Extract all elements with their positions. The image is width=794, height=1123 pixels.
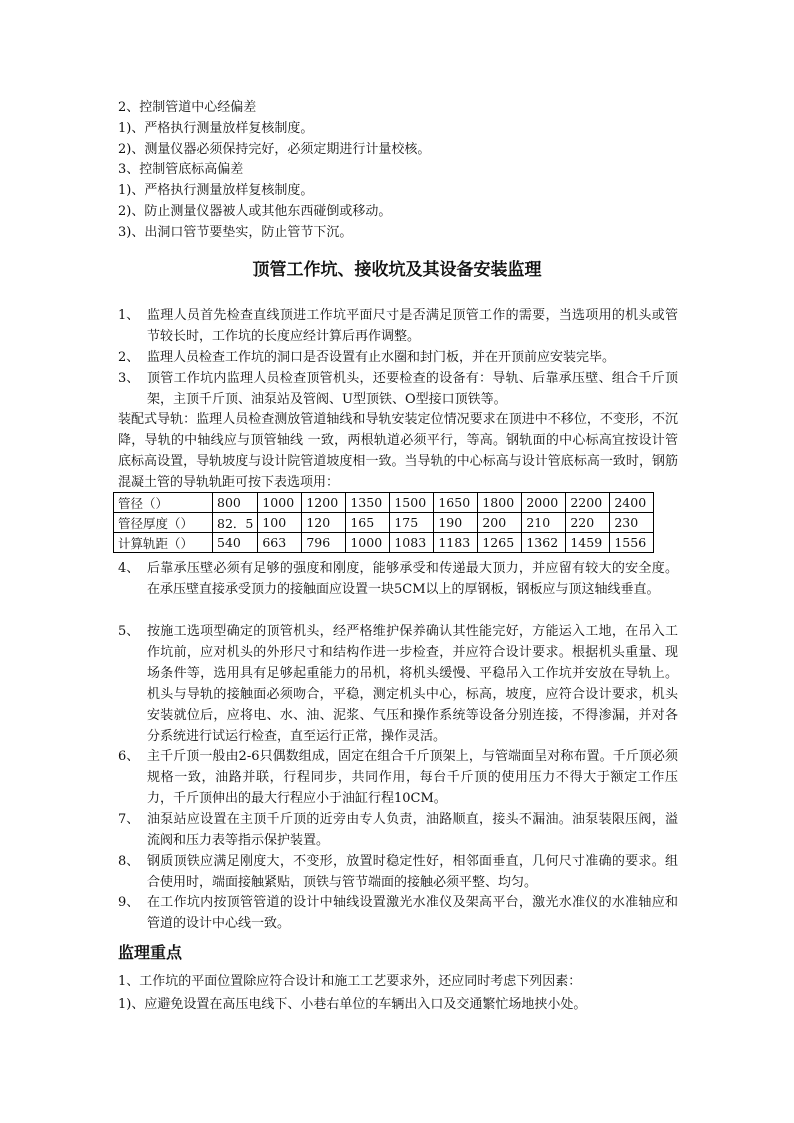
numbered-item — [118, 347, 678, 368]
table-cell: 2200 — [566, 493, 610, 513]
item-number: 9、 — [118, 895, 140, 910]
item-number: 5、 — [118, 624, 140, 639]
list-line: 1)、严格执行测量放样复核制度。 — [118, 121, 314, 136]
table-cell: 1083 — [390, 533, 434, 553]
item-number: 6、 — [118, 749, 140, 764]
item-text: 钢质顶铁应满足刚度大，不变形，放置时稳定性好，相邻面垂直，几何尺寸准确的要求。组合使用时，端面接触紧贴，顶铁与管节端面的接触必须平整、均匀。 — [147, 854, 678, 890]
numbered-item — [118, 746, 678, 809]
rail-gauge-table — [113, 492, 654, 553]
numbered-item — [118, 809, 678, 851]
table-cell: 1265 — [478, 533, 522, 553]
table-cell: 100 — [258, 513, 302, 533]
table-cell: 165 — [346, 513, 390, 533]
item-text: 顶管工作坑内监理人员检查顶管机头，还要检查的设备有：导轨、后靠承压壁、组合千斤顶架，主顶千斤顶、油泵站及管阀、U型顶铁、O型接口顶铁等。 — [147, 371, 678, 407]
table-cell: 1000 — [258, 493, 302, 513]
table-cell: 1350 — [346, 493, 390, 513]
table-cell: 1800 — [478, 493, 522, 513]
item-text: 监理人员首先检查直线顶进工作坑平面尺寸是否满足顶管工作的需要，当选项用的机头或管节较长时，工作坑的长度应经计算后再作调整。 — [147, 308, 678, 344]
table-cell: 1459 — [566, 533, 610, 553]
table-cell: 120 — [302, 513, 346, 533]
table-cell: 190 — [434, 513, 478, 533]
table-cell: 230 — [610, 513, 654, 533]
table-cell: 1650 — [434, 493, 478, 513]
table-cell: 1183 — [434, 533, 478, 553]
item-number: 7、 — [118, 812, 140, 827]
list-line: 1)、应避免设置在高压电线下、小巷右单位的车辆出入口及交通繁忙场地挟小处。 — [118, 997, 587, 1012]
table-cell: 200 — [478, 513, 522, 533]
table-cell: 220 — [566, 513, 610, 533]
numbered-item — [118, 558, 678, 600]
table-cell: 540 — [213, 533, 258, 553]
table-cell: 796 — [302, 533, 346, 553]
section-title: 监理重点 — [118, 943, 183, 962]
table-cell: 175 — [390, 513, 434, 533]
list-line: 2)、测量仪器必须保持完好，必须定期进行计量校核。 — [118, 142, 431, 157]
numbered-item — [118, 368, 678, 410]
numbered-item — [118, 621, 678, 747]
item-text: 主千斤顶一般由2-6只偶数组成，固定在组合千斤顶架上，与管端面呈对称布置。千斤顶必须规格一致，油路并联，行程同步，共同作用，每台千斤顶的使用压力不得大于额定工作压力，千斤顶伸出的最大行程应小于油缸行程10CM。 — [147, 749, 678, 806]
list-line: 3、控制管底标高偏差 — [118, 162, 244, 177]
item-number: 3、 — [118, 371, 140, 386]
table-cell: 663 — [258, 533, 302, 553]
item-text: 监理人员检查工作坑的洞口是否设置有止水圈和封门板，并在开顶前应安装完毕。 — [147, 350, 616, 365]
table-cell: 1000 — [346, 533, 390, 553]
table-cell: 800 — [213, 493, 258, 513]
row-label: 管径（） — [114, 493, 213, 513]
item-number: 1、 — [118, 308, 140, 323]
table-cell: 1500 — [390, 493, 434, 513]
table-cell: 1200 — [302, 493, 346, 513]
table-cell: 1556 — [610, 533, 654, 553]
numbered-item — [118, 851, 678, 893]
table-cell: 2000 — [522, 493, 566, 513]
item-text: 在工作坑内按顶管管道的设计中轴线设置激光水准仪及架高平台，激光水准仪的水准轴应和管道的设计中心线一致。 — [147, 895, 678, 931]
list-line: 3)、出洞口管节要垫实，防止管节下沉。 — [118, 225, 353, 240]
item-number: 4、 — [118, 561, 140, 576]
table-row — [114, 513, 654, 533]
item-number: 8、 — [118, 854, 140, 869]
item-number: 2、 — [118, 350, 140, 365]
row-label: 计算轨距（） — [114, 533, 213, 553]
table-cell: 210 — [522, 513, 566, 533]
numbered-item — [118, 305, 678, 347]
list-line: 1、工作坑的平面位置除应符合设计和施工工艺要求外，还应同时考虑下列因素： — [118, 974, 582, 989]
section-heading: 顶管工作坑、接收坑及其设备安装监理 — [252, 260, 542, 280]
table-row — [114, 493, 654, 513]
item-text: 按施工选项型确定的顶管机头，经严格维护保养确认其性能完好，方能运入工地，在吊入工作坑前，应对机头的外形尺寸和结构作进一步检查，并应符合设计要求。根据机头重量、现场条件等，选用具有足够起重能力的吊机，将机头缓慢、平稳吊入工作坑并安放在导轨上。机头与导轨的接触面必须吻合，平稳，测定机头中心，标高，坡度，应符合设计要求，机头安装就位后，应将电、水、油、泥浆、气压和操作系统等设备分别连接，不得渗漏，并对各分系统进行试运行检查，直至运行正常，操作灵活。 — [147, 624, 678, 744]
item-text: 后靠承压壁必须有足够的强度和刚度，能够承受和传递最大顶力，并应留有较大的安全度。在承压壁直接承受顶力的接触面应设置一块5CM以上的厚钢板，钢板应与顶这轴线垂直。 — [147, 561, 678, 597]
list-line: 2)、防止测量仪器被人或其他东西碰倒或移动。 — [118, 204, 392, 219]
table-cell: 82．5 — [213, 513, 258, 533]
table-row — [114, 533, 654, 553]
row-label: 管径厚度（） — [114, 513, 213, 533]
table-cell: 1362 — [522, 533, 566, 553]
item-text: 油泵站应设置在主顶千斤顶的近旁由专人负责，油路顺直，接头不漏油。油泵装限压阀，溢流阀和压力表等指示保护装置。 — [147, 812, 678, 848]
numbered-item — [118, 892, 678, 934]
table-cell: 2400 — [610, 493, 654, 513]
list-line: 2、控制管道中心经偏差 — [118, 100, 257, 115]
list-line: 1)、严格执行测量放样复核制度。 — [118, 183, 314, 198]
guide-paragraph: 装配式导轨：监理人员检查测放管道轴线和导轨安装定位情况要求在顶进中不移位，不变形，不沉降，导轨的中轴线应与顶管轴线 一致，两根轨道必须平行，等高。钢轨面的中心标高宜按设计管底标高设置，导轨坡度与设计院管道坡度相一致。当导轨的中心标高与设计管底标高一致时，钢筋混凝土管的导轨轨距可按下表选项用： — [118, 412, 678, 490]
